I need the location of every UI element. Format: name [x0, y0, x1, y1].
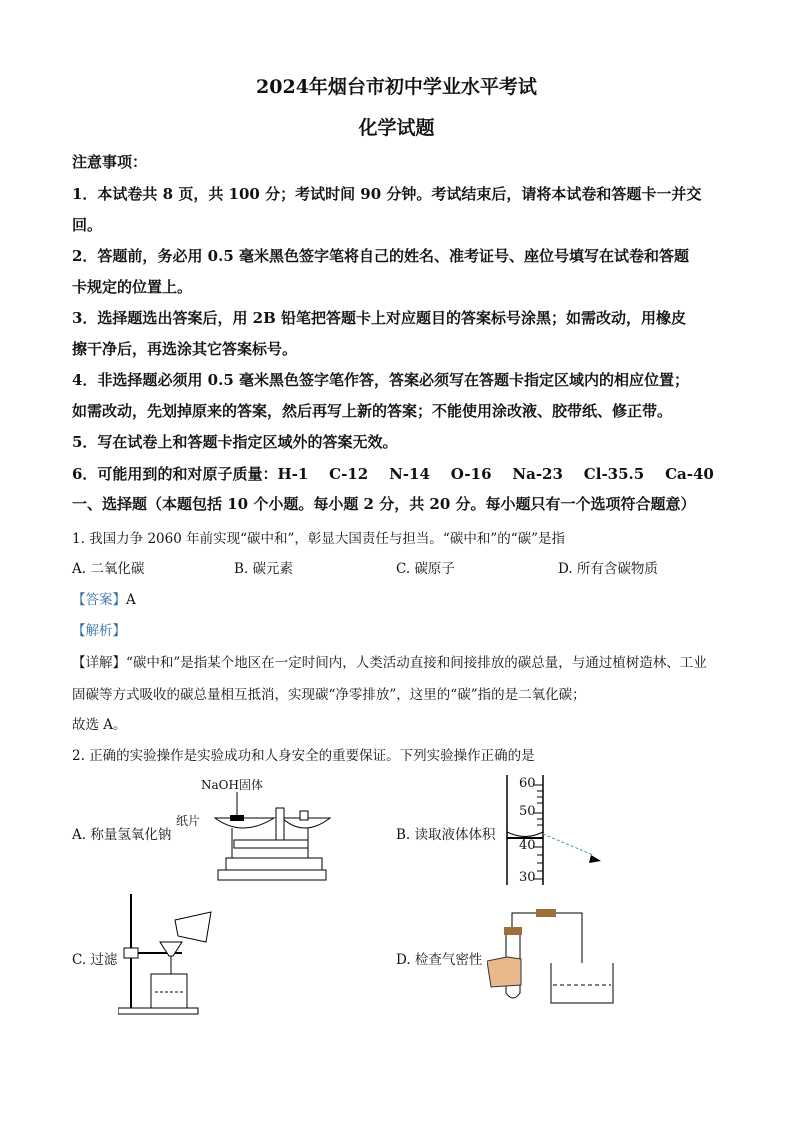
section-heading: 一、选择题（本题包括 10 个小题。每小题 2 分，共 20 分。每小题只有一个选项符合题意） [72, 495, 696, 513]
notice-line: 卡规定的位置上。 [72, 278, 193, 296]
fig-a-label-top: NaOH固体 [201, 778, 263, 792]
airtightness-check-figure [487, 905, 617, 1005]
balance-scale-figure [212, 790, 332, 885]
q1-option-c: C. 碳原子 [396, 561, 455, 577]
notice-line: 5．写在试卷上和答题卡指定区域外的答案无效。 [72, 433, 398, 451]
notice-line: 如需改动，先划掉原来的答案，然后再写上新的答案；不能使用涂改液、胶带纸、修正带。 [72, 402, 673, 420]
q2-stem: 2. 正确的实验操作是实验成功和人身安全的重要保证。下列实验操作正确的是 [72, 748, 535, 764]
q1-option-a: A. 二氧化碳 [72, 561, 145, 577]
notice-line: 1．本试卷共 8 页，共 100 分；考试时间 90 分钟。考试结束后，请将本试卷和答题卡一并交 [72, 185, 702, 203]
q2-option-c: C. 过滤 [72, 952, 118, 968]
detail-line: 固碳等方式吸收的碳总量相互抵消，实现碳“净零排放”，这里的“碳”指的是二氧化碳； [72, 687, 586, 703]
detail-label: 【详解】 [72, 655, 126, 671]
detail-line: 故选 A。 [72, 717, 127, 733]
q2-option-a: A. 称量氢氧化钠 [72, 827, 172, 843]
notice-line: 擦干净后，再选涂其它答案标号。 [72, 340, 298, 358]
tick-60: 60 [519, 776, 536, 791]
notice-line: 3．选择题选出答案后，用 2B 铅笔把答题卡上对应题目的答案标号涂黑；如需改动，用橡皮 [72, 309, 687, 327]
tick-30: 30 [519, 870, 536, 885]
fig-a-label-side: 纸片 [176, 814, 201, 828]
notice-line: 6．可能用到的和对原子质量：H-1 C-12 N-14 O-16 Na-23 Cl-35.5 Ca-40 [72, 465, 714, 483]
q1-answer [72, 588, 136, 608]
detail-text: “碳中和”是指某个地区在一定时间内，人类活动直接和间接排放的碳总量，与通过植树造林、工业 [126, 655, 707, 671]
tick-50: 50 [519, 804, 536, 819]
q1-detail [72, 651, 707, 671]
analysis-label: 【解析】 [72, 623, 126, 639]
notice-heading: 注意事项： [72, 153, 148, 171]
filtration-figure [118, 892, 218, 1020]
notice-line: 回。 [72, 216, 103, 234]
answer-label: 【答案】 [72, 592, 126, 608]
q1-option-b: B. 碳元素 [234, 561, 294, 577]
q1-stem: 1. 我国力争 2060 年前实现“碳中和”，彰显大国责任与担当。“碳中和”的“碳”是指 [72, 531, 566, 547]
answer-value: A [126, 592, 136, 608]
tick-40: 40 [519, 838, 536, 853]
q2-option-d: D. 检查气密性 [396, 952, 483, 968]
notice-line: 2．答题前，务必用 0.5 毫米黑色签字笔将自己的姓名、准考证号、座位号填写在试卷和答题 [72, 247, 689, 265]
q2-option-b: B. 读取液体体积 [396, 827, 496, 843]
exam-subtitle: 化学试题 [358, 117, 435, 139]
q1-option-d: D. 所有含碳物质 [558, 561, 658, 577]
exam-title: 2024年烟台市初中学业水平考试 [256, 76, 537, 98]
notice-line: 4．非选择题必须用 0.5 毫米黑色签字笔作答，答案必须写在答题卡指定区域内的相应位置； [72, 371, 689, 389]
